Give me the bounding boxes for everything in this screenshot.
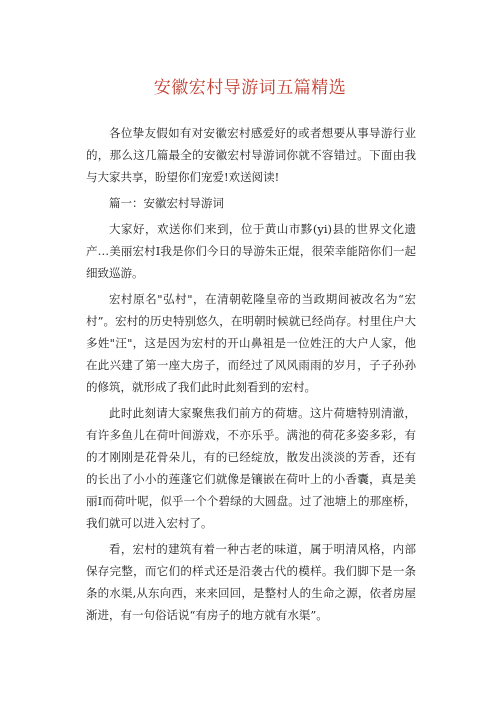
body-paragraph: 此时此刻请大家聚焦我们前方的荷塘。这片荷塘特别清澈，有许多鱼儿在荷叶间游戏，不亦乐乎。满池的荷花多姿多彩，有的才刚刚是花骨朵儿，有的已经绽放，散发出淡淡的芳香，还有的长出了小小的莲蓬它们就像是镶嵌在荷叶上的小香囊，真是美丽I而荷叶呢，似乎一个个碧绿的大圆盘。过了池塘上的那座桥，我们就可以进入宏村了。 — [86, 406, 416, 530]
document-body — [86, 122, 416, 630]
section-heading: 篇一：安徽宏村导游词 — [109, 196, 224, 210]
body-paragraph: 大家好，欢送你们来到，位于黄山市黟(yi)县的世界文化遗产…美丽宏村I我是你们今日的导游朱正焜，很荣幸能陪你们一起细致巡游。 — [86, 222, 416, 280]
body-paragraph: 看，宏村的建筑有着一种古老的味道，属于明清风格，内部保存完整，而它们的样式还是沿袭古代的模样。我们脚下是一条条的水渠,从东向西，来来回回，是整村人的生命之源，依者房屋渐进，有一句俗话说“有房子的地方就有水渠”。 — [86, 542, 416, 622]
intro-paragraph: 各位挚友假如有对安徽宏村感爱好的或者想要从事导游行业的，那么这几篇最全的安徽宏村导游词你就不容错过。下面由我与大家共享，盼望你们宠爱!欢送阅读! — [86, 126, 416, 184]
document-title: 安徽宏村导游词五篇精选 — [153, 78, 347, 98]
body-paragraph: 宏村原名"弘村"，在清朝乾隆皇帝的当政期间被改名为“宏村”。宏村的历史特别悠久，在明朝时候就已经尚存。村里住户大多姓"汪"，这是因为宏村的开山鼻祖是一位姓汪的大户人家，他在此兴建了第一座大房子，而经过了风风雨雨的岁月，子子孙孙的修筑，就形成了我们此时此刻看到的宏村。 — [86, 292, 416, 394]
